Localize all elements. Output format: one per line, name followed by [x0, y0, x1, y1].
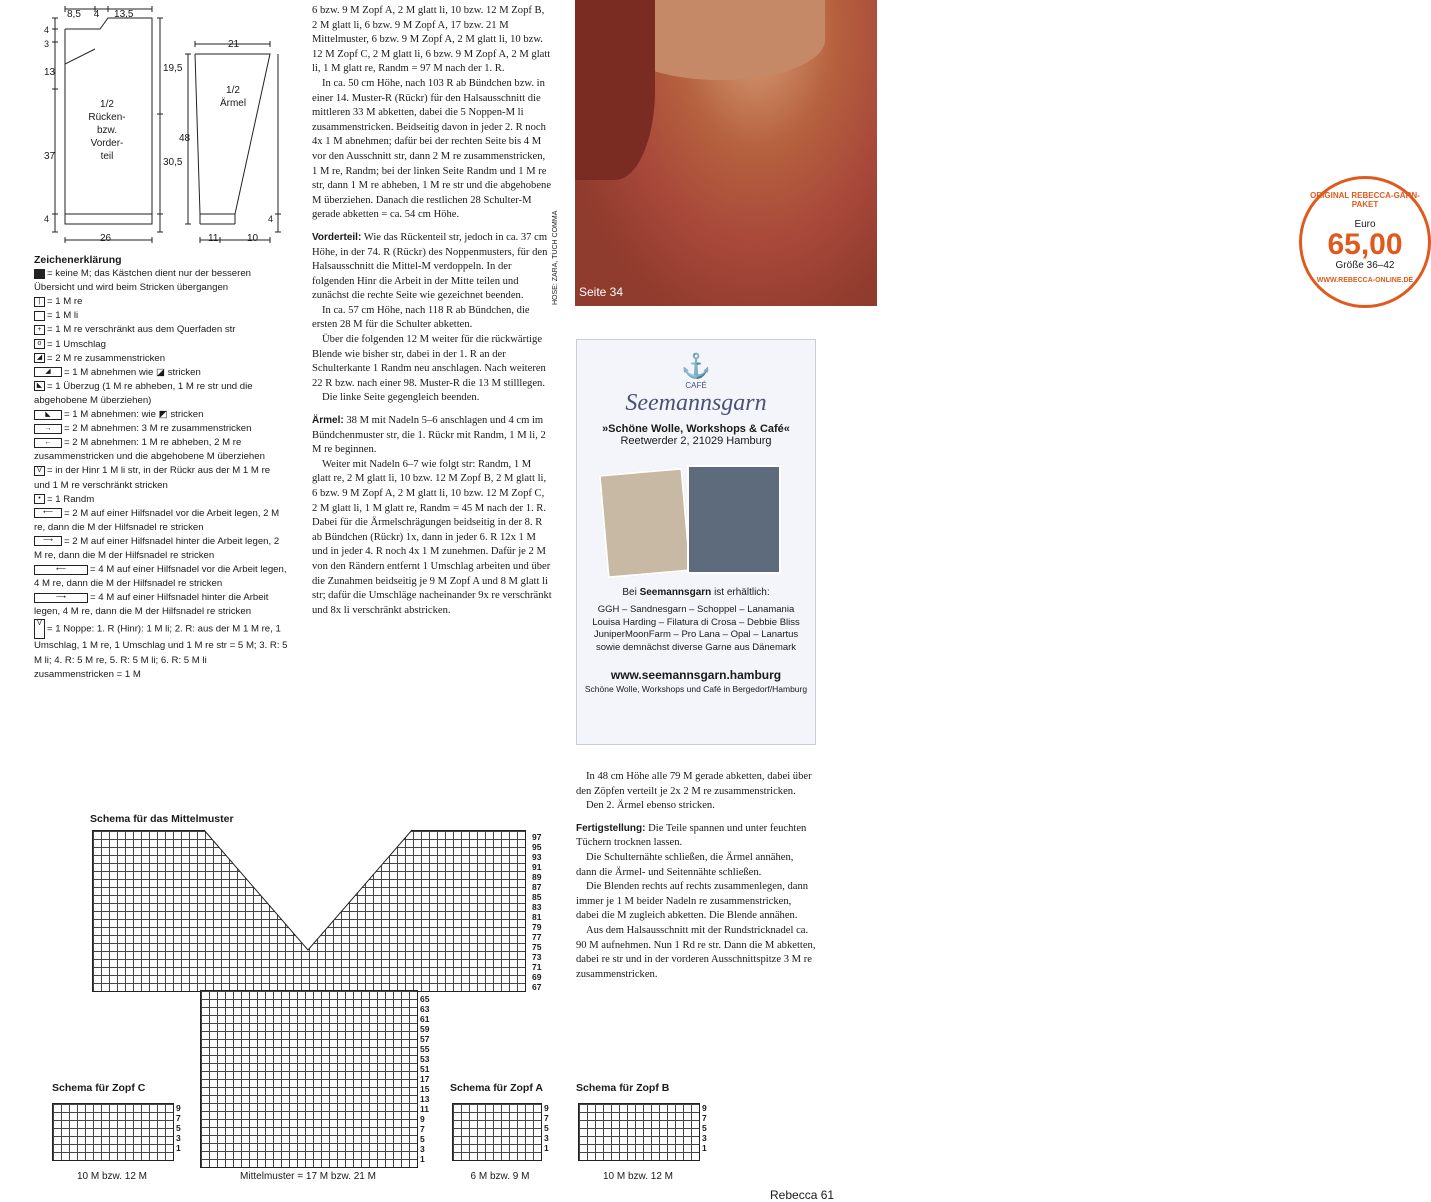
text-paragraph: Über die folgenden 12 M weiter für die rückwärtige Blende wie bisher str, dabei in der 1. R an der Schulterkante 1 Randm neu anschlagen. Nach weiteren 22 R bzw. nach einer 98. Muster-R die 13 M stilllegen. — [312, 334, 546, 389]
ad-photo-yarn — [687, 465, 781, 574]
page-footer: Rebecca 61 — [770, 1188, 835, 1202]
legend-item: ⟵ = 4 M auf einer Hilfsnadel vor die Arbeit legen, 4 M re, dann die M der Hilfsnadel re stricken — [34, 564, 287, 590]
text-paragraph: 38 M mit Nadeln 5–6 anschlagen und 4 cm im Bündchenmuster str, die 1. Rückr mit Randm, 1 M li, 2 M re beginnen. — [312, 415, 546, 456]
legend-item: ⟶ = 2 M auf einer Hilfsnadel hinter die Arbeit legen, 2 M re, dann die M der Hilfsnadel re stricken — [34, 535, 280, 561]
dim-sleeve-bottom-1: 11 — [208, 233, 219, 244]
badge-sizes: Größe 36–42 — [1335, 260, 1395, 271]
schematic-drawings — [40, 4, 290, 254]
chart-zopf-b-title: Schema für Zopf B — [576, 1082, 670, 1094]
text-paragraph: Wie das Rückenteil str, jedoch in ca. 37 cm Höhe, in der 74. R (Rückr) des Noppenmusters, für den Halsausschnitt die Mittel-M verdoppeln. In der folgenden Hinr die Arbeit in der Mitte teilen und zunächst die rechte Seite wie gezeichnet beenden. — [312, 231, 548, 302]
text-paragraph: Die linke Seite gegengleich beenden. — [322, 392, 480, 404]
text-paragraph: Die Teile spannen und unter feuchten Tüchern trocknen lassen. — [576, 822, 807, 849]
legend-item: | = 1 M re — [34, 295, 288, 309]
text-paragraph: In 48 cm Höhe alle 79 M gerade abketten, dabei über den Zöpfen verteilt je 2x 2 M re zusammenstricken. — [576, 771, 812, 797]
badge-url: WWW.REBECCA-ONLINE.DE — [1316, 277, 1414, 284]
model-hair — [575, 0, 655, 180]
chart-zopf-c-title: Schema für Zopf C — [52, 1082, 146, 1094]
anchor-icon: ⚓ — [681, 353, 711, 380]
chart-zopf-b — [578, 1103, 700, 1161]
legend-item: • = 1 Randm — [34, 493, 288, 507]
chart-zopf-a-title: Schema für Zopf A — [450, 1082, 543, 1094]
ad-footer: Schöne Wolle, Workshops und Café in Bergedorf/Hamburg — [584, 684, 808, 694]
back-piece-label: 1/2 Rücken- bzw. Vorder- teil — [88, 99, 126, 162]
ad-url[interactable]: www.seemannsgarn.hamburg — [610, 668, 782, 682]
dim-top-2: 4 — [93, 9, 100, 20]
dim-sleeve-right: 4 — [268, 214, 274, 224]
legend-title: Zeichenerklärung — [34, 254, 122, 266]
legend-item: ◣ = 1 M abnehmen: wie ◩ stricken — [34, 408, 288, 422]
legend-item: → = 2 M abnehmen: 3 M re zusammenstricken — [34, 422, 288, 436]
dim-left-1: 4 — [44, 25, 50, 35]
ad-brand-list: GGH – Sandnesgarn – Schoppel – Lanamania Louisa Harding – Filatura di Crosa – Debbie Bliss JuniperMoonFarm – Pro Lana – Opal – Lanartus sowie demnächst diverse Garne aus Dänemark — [592, 604, 800, 653]
dim-left-2: 3 — [44, 39, 50, 49]
section-heading: Ärmel: — [312, 415, 344, 427]
legend-item: o = 1 Umschlag — [34, 338, 288, 352]
legend-item: ⟵ = 2 M auf einer Hilfsnadel vor die Arbeit legen, 2 M re, dann die M der Hilfsnadel re stricken — [34, 507, 280, 533]
dim-mid-1: 19,5 — [163, 63, 183, 74]
legend-item: V= 1 Noppe: 1. R (Hinr): 1 M li; 2. R: aus der M 1 M re, 1 Umschlag, 1 M re, 1 Umschlag und 1 M re str = 5 M; 3. R: 5 M li; 4. R: 5 M re, 5. R: 5 M li; 6. R: 5 M li zusammenstricken = 1 M — [34, 620, 288, 680]
ad-photo-shop — [599, 468, 692, 579]
dim-sleeve-top: 21 — [228, 39, 240, 50]
legend — [34, 253, 288, 682]
text-paragraph: Die Blenden rechts auf rechts zusammenlegen, dann immer je 1 M beider Nadeln re zusammenstricken, dabei die M zugleich abketten. Die Blende annähen. — [576, 881, 809, 922]
chart-mittel-neck-cutout — [92, 830, 524, 990]
price-badge — [1299, 176, 1431, 308]
legend-item: ◣ = 1 Überzug (1 M re abheben, 1 M re str und die abgehobene M überziehen) — [34, 380, 253, 406]
page-reference: Seite 34 — [579, 285, 624, 299]
badge-currency: Euro — [1354, 219, 1376, 230]
ad-brand: Seemannsgarn — [625, 390, 767, 416]
chart-zopf-c-footer: 10 M bzw. 12 M — [76, 1171, 148, 1182]
text-paragraph: In ca. 57 cm Höhe, nach 118 R ab Bündchen, die ersten 28 M für die Schulter abketten. — [312, 304, 530, 331]
chart-mittel-bottom — [200, 990, 418, 1168]
text-paragraph: Den 2. Ärmel ebenso stricken. — [586, 800, 715, 812]
text-paragraph: Weiter mit Nadeln 6–7 wie folgt str: Randm, 1 M glatt re, 2 M glatt li, 10 bzw. 12 M Zopf B, 2 M glatt li, 6 bzw. 9 M Zopf A, 2 M glatt li, 10 bzw. 12 M Zopf C, 2 M glatt li, 1 M glatt re, Randm = 45 M nach der 1. R. Dabei für die Ärmelschrägungen beidseitig in der 8. R ab Bündchen (Rückr) 1x, dann in jeder 6. R 12x 1 M und in jeder 4. R noch 4x 1 M zunehmen. Dafür je 2 M von den Rändern entfernt 1 Umschlag arbeiten und über die Zunahmen beidseitig je 9 M Zopf A und 8 M glatt li str; dafür die Umschläge nacheinander 9x re verschränkt und 8x li verschränkt abstricken. — [312, 458, 552, 616]
dim-sleeve-bottom-2: 10 — [247, 233, 259, 244]
text-paragraph: 6 bzw. 9 M Zopf A, 2 M glatt li, 10 bzw. 12 M Zopf B, 2 M glatt li, 6 bzw. 9 M Zopf A, 17 bzw. 21 M Mittelmuster, 6 bzw. 9 M Zopf A, 2 M glatt li, 10 bzw. 12 M Zopf C, 2 M glatt li, 6 bzw. 9 M Zopf A, 2 M glatt li, 1 M glatt re, Randm = 97 M nach der 1. R. — [312, 5, 551, 75]
ad-available: Bei Seemannsgarn ist erhältlich: — [622, 587, 770, 598]
legend-item: ◢ = 1 M abnehmen wie ◪ stricken — [34, 366, 288, 380]
ad-photos — [577, 465, 815, 577]
ad-address: Reetwerder 2, 21029 Hamburg — [620, 435, 772, 447]
legend-item: V = in der Hinr 1 M li str, in der Rückr aus der M 1 M re und 1 M re verschränkt stricken — [34, 465, 271, 491]
legend-item: ← = 2 M abnehmen: 1 M re abheben, 2 M re zusammenstricken und die abgehobene M überziehen — [34, 437, 265, 463]
column-finishing — [576, 770, 816, 982]
chart-mittel-footer: Mittelmuster = 17 M bzw. 21 M — [240, 1171, 376, 1182]
seemannsgarn-ad — [576, 339, 816, 745]
dim-back-bottom: 26 — [100, 233, 112, 244]
column-instructions — [312, 4, 552, 618]
text-paragraph: Die Schulternähte schließen, die Ärmel annähen, dann die Ärmel- und Seitennähte schließen. — [576, 851, 794, 878]
chart-zopf-b-footer: 10 M bzw. 12 M — [602, 1171, 674, 1182]
chart-mittel-title: Schema für das Mittelmuster — [90, 813, 234, 825]
legend-item: + = 1 M re verschränkt aus dem Querfaden str — [34, 323, 288, 337]
sleeve-label: 1/2 Ärmel — [219, 85, 247, 109]
dim-left-5: 4 — [44, 214, 50, 224]
dim-top-3: 13,5 — [114, 9, 134, 20]
chart-zopf-c — [52, 1103, 174, 1161]
legend-item: ◢ = 2 M re zusammenstricken — [34, 352, 288, 366]
chart-zopf-a — [452, 1103, 542, 1161]
badge-price: 65,00 — [1327, 228, 1403, 261]
text-paragraph: Aus dem Halsausschnitt mit der Rundstricknadel ca. 90 M aufnehmen. Nun 1 Rd re str. Dann die M abketten, dabei re str und in der vorderen Ausschnittspitze 3 M re zusammenstricken. — [576, 924, 816, 980]
dim-top-1: 8,5 — [67, 9, 81, 20]
legend-item: = keine M; das Kästchen dient nur der besseren Übersicht und wird beim Stricken übergangen — [34, 268, 251, 294]
dim-left-4: 37 — [44, 151, 56, 162]
ad-cafe: CAFÉ — [685, 381, 707, 390]
badge-arc-text: ORIGINAL REBECCA-GARN-PAKET — [1310, 191, 1420, 209]
legend-item: ⟶ = 4 M auf einer Hilfsnadel hinter die Arbeit legen, 4 M re, dann die M der Hilfsnadel re stricken — [34, 592, 269, 618]
legend-item: = 1 M li — [34, 309, 288, 323]
model-photo — [575, 0, 1420, 306]
section-heading: Fertigstellung: — [576, 822, 646, 834]
section-heading: Vorderteil: — [312, 231, 362, 243]
dim-sleeve-left: 48 — [179, 133, 191, 144]
ad-tagline: »Schöne Wolle, Workshops & Café« — [602, 423, 790, 435]
photo-credit: HOSE: ZARA, TUCH COMMA — [552, 210, 559, 305]
text-paragraph: In ca. 50 cm Höhe, nach 103 R ab Bündchen bzw. in einer 14. Muster-R (Rückr) für den Halsausschnitt die mittleren 33 M abketten, dabei die 5 Noppen-M li zusammenstricken. Beidseitig davon in jeder 2. R noch 4x 1 M abnehmen; dafür bei der rechten Seite bis 4 M vor den Ausschnitt str, dann 2 M re zusammenstricken, 1 M re, Randm; bei der linken Seite Randm und 1 M re str, dann 1 M re abheben, 1 M re str und die abgehobene M überziehen. Danach die restlichen 28 Schulter-M gerade abketten = ca. 54 cm Höhe. — [312, 77, 552, 221]
dim-left-3: 13 — [44, 67, 56, 78]
chart-zopf-a-footer: 6 M bzw. 9 M — [470, 1171, 530, 1182]
dim-mid-2: 30,5 — [163, 157, 183, 168]
